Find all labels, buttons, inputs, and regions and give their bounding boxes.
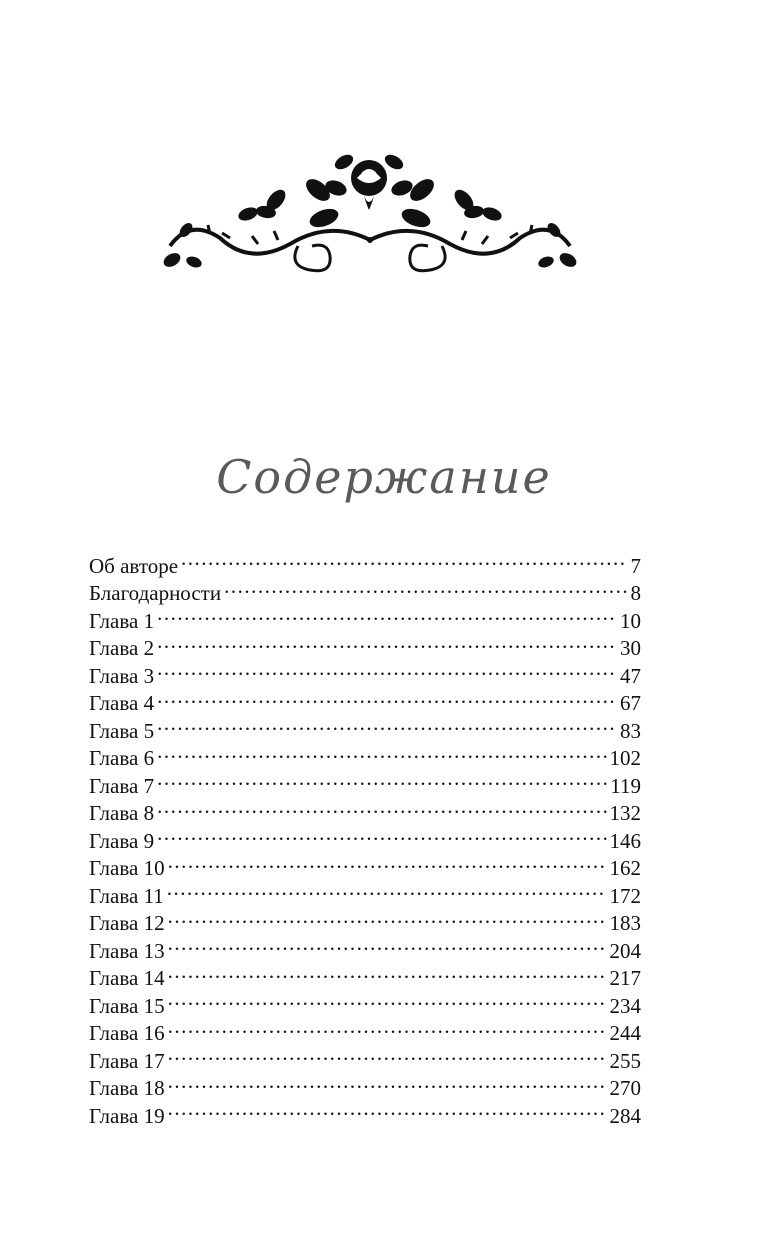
toc-leader-dots [168, 985, 607, 1013]
toc-entry-page: 217 [609, 966, 641, 990]
toc-entry-label: Благодарности [89, 581, 222, 605]
toc-entry-page: 47 [620, 663, 641, 688]
toc-entry-page: 270 [609, 1076, 641, 1100]
toc-entry[interactable] [89, 545, 641, 578]
toc-entry-label: Глава 16 [89, 1021, 165, 1045]
toc-entry[interactable] [89, 985, 641, 1018]
toc-entry-page: 83 [620, 718, 641, 743]
toc-entry[interactable] [89, 793, 641, 825]
table-of-contents [89, 545, 641, 1128]
toc-entry-label: Глава 10 [89, 856, 165, 880]
toc-entry[interactable] [89, 738, 641, 770]
toc-entry-label: Глава 3 [89, 663, 155, 688]
toc-entry-page: 255 [609, 1048, 641, 1073]
toc-entry-label: Глава 7 [89, 773, 155, 798]
toc-entry-label: Глава 17 [89, 1048, 165, 1073]
toc-entry[interactable] [89, 683, 641, 715]
toc-leader-dots [157, 683, 617, 711]
toc-leader-dots [168, 1068, 607, 1096]
toc-leader-dots [157, 710, 617, 738]
rose-vine-ornament-icon [158, 148, 582, 284]
toc-leader-dots [168, 958, 607, 986]
toc-entry-page: 146 [609, 828, 641, 853]
toc-entry[interactable] [89, 600, 641, 633]
toc-entry[interactable] [89, 875, 641, 908]
toc-entry-label: Глава 4 [89, 691, 155, 715]
toc-entry-label: Глава 11 [89, 883, 164, 908]
toc-entry-page: 204 [609, 938, 641, 963]
toc-leader-dots [168, 903, 607, 931]
toc-entry-label: Глава 12 [89, 911, 165, 935]
toc-leader-dots [168, 930, 607, 958]
toc-entry[interactable] [89, 1013, 641, 1045]
toc-entry[interactable] [89, 765, 641, 798]
toc-entry-page: 102 [609, 746, 641, 770]
toc-entry-page: 244 [609, 1021, 641, 1045]
toc-leader-dots [224, 573, 627, 601]
toc-leader-dots [168, 1095, 607, 1123]
toc-entry-label: Глава 2 [89, 636, 155, 660]
toc-entry-page: 7 [630, 553, 641, 578]
toc-entry-page: 132 [609, 801, 641, 825]
toc-entry-label: Глава 15 [89, 993, 165, 1018]
toc-entry-label: Глава 1 [89, 608, 155, 633]
toc-entry[interactable] [89, 848, 641, 880]
toc-entry-label: Об авторе [89, 553, 179, 578]
toc-entry[interactable] [89, 1068, 641, 1100]
page-title: Содержание [216, 450, 552, 504]
toc-leader-dots [168, 848, 607, 876]
toc-entry[interactable] [89, 820, 641, 853]
toc-entry[interactable] [89, 958, 641, 990]
toc-entry-page: 162 [609, 856, 641, 880]
toc-entry-label: Глава 5 [89, 718, 155, 743]
toc-entry-page: 119 [610, 773, 641, 798]
toc-leader-dots [157, 628, 617, 656]
toc-entry-page: 172 [609, 883, 641, 908]
rose-icon [351, 160, 387, 196]
toc-leader-dots [157, 655, 617, 683]
toc-entry-label: Глава 8 [89, 801, 155, 825]
toc-leader-dots [157, 793, 606, 821]
toc-entry[interactable] [89, 655, 641, 688]
toc-entry[interactable] [89, 710, 641, 743]
toc-leader-dots [157, 765, 607, 793]
toc-entry-label: Глава 6 [89, 746, 155, 770]
toc-leader-dots [157, 738, 606, 766]
toc-entry-page: 234 [609, 993, 641, 1018]
toc-leader-dots [168, 1040, 607, 1068]
toc-entry[interactable] [89, 1040, 641, 1073]
toc-entry[interactable] [89, 1095, 641, 1128]
toc-entry[interactable] [89, 930, 641, 963]
toc-entry-page: 67 [620, 691, 641, 715]
toc-entry-label: Глава 18 [89, 1076, 165, 1100]
toc-entry-page: 10 [620, 608, 641, 633]
toc-entry-label: Глава 19 [89, 1103, 165, 1128]
toc-entry[interactable] [89, 903, 641, 935]
toc-leader-dots [157, 600, 617, 628]
toc-entry[interactable] [89, 628, 641, 660]
toc-entry-page: 183 [609, 911, 641, 935]
toc-entry-page: 8 [630, 581, 641, 605]
toc-entry-page: 30 [620, 636, 641, 660]
toc-leader-dots [168, 1013, 607, 1041]
toc-entry-page: 284 [609, 1103, 641, 1128]
toc-leader-dots [181, 545, 627, 573]
toc-leader-dots [157, 820, 606, 848]
toc-entry-label: Глава 9 [89, 828, 155, 853]
toc-leader-dots [167, 875, 607, 903]
toc-entry-label: Глава 13 [89, 938, 165, 963]
toc-entry-label: Глава 14 [89, 966, 165, 990]
